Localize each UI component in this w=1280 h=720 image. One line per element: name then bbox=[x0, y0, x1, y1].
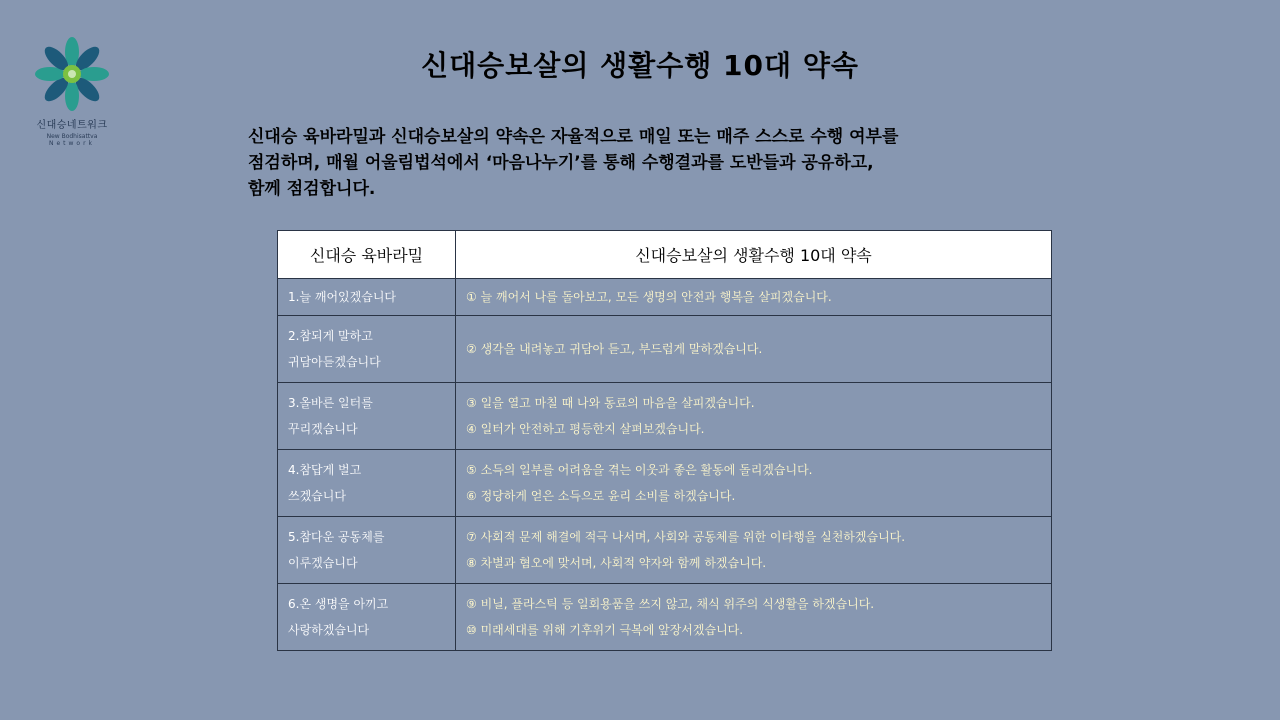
promise-cell bbox=[456, 517, 1052, 584]
paramita-text: 사랑하겠습니다 bbox=[288, 623, 370, 637]
logo-name-english: New Bodhisattva bbox=[46, 133, 98, 140]
intro-line: 함께 점검합니다. bbox=[248, 179, 376, 199]
promise-cell bbox=[456, 316, 1052, 383]
promise-text: ⑦ 사회적 문제 해결에 적극 나서며, 사회와 공동체를 위한 이타행을 실천하겠습니다. bbox=[466, 530, 906, 544]
promise-text: ⑧ 차별과 혐오에 맞서며, 사회적 약자와 함께 하겠습니다. bbox=[466, 556, 767, 570]
promise-text: ③ 일을 열고 마칠 때 나와 동료의 마음을 살피겠습니다. bbox=[466, 396, 755, 410]
paramita-text: 5.참다운 공동체를 bbox=[288, 530, 385, 544]
promise-text: ④ 일터가 안전하고 평등한지 살펴보겠습니다. bbox=[466, 422, 705, 436]
intro-line: 점검하며, 매월 어울림법석에서 ‘마음나누기’를 통해 수행결과를 도반들과 공유하고, bbox=[248, 153, 874, 173]
promise-cell bbox=[456, 279, 1052, 316]
paramita-text: 2.참되게 말하고 bbox=[288, 329, 373, 343]
promise-cell bbox=[456, 584, 1052, 651]
table-row bbox=[278, 383, 1052, 450]
paramita-text: 귀담아듣겠습니다 bbox=[288, 355, 381, 369]
paramita-text: 이루겠습니다 bbox=[288, 556, 358, 570]
paramita-cell bbox=[278, 517, 456, 584]
paramita-text: 4.참답게 벌고 bbox=[288, 463, 362, 477]
table-row bbox=[278, 316, 1052, 383]
paramita-cell bbox=[278, 316, 456, 383]
promise-text: ⑨ 비닐, 플라스틱 등 일회용품을 쓰지 않고, 채식 위주의 식생활을 하겠습니다. bbox=[466, 597, 875, 611]
table-header-row bbox=[278, 231, 1052, 279]
header-paramita: 신대승 육바라밀 bbox=[278, 231, 456, 279]
promise-cell bbox=[456, 383, 1052, 450]
table-row bbox=[278, 517, 1052, 584]
table-row bbox=[278, 279, 1052, 316]
paramita-text: 1.늘 깨어있겠습니다 bbox=[288, 290, 397, 304]
intro-paragraph bbox=[248, 124, 1088, 202]
promise-text: ② 생각을 내려놓고 귀담아 듣고, 부드럽게 말하겠습니다. bbox=[466, 342, 763, 356]
paramita-text: 3.올바른 일터를 bbox=[288, 396, 373, 410]
paramita-text: 6.온 생명을 아끼고 bbox=[288, 597, 389, 611]
paramita-cell bbox=[278, 279, 456, 316]
promise-text: ⑤ 소득의 일부를 어려움을 겪는 이웃과 좋은 활동에 돌리겠습니다. bbox=[466, 463, 813, 477]
promise-text: ⑩ 미래세대를 위해 기후위기 극복에 앞장서겠습니다. bbox=[466, 623, 744, 637]
intro-line: 신대승 육바라밀과 신대승보살의 약속은 자율적으로 매일 또는 매주 스스로 수행 여부를 bbox=[248, 127, 899, 147]
logo-name-english-network: Network bbox=[48, 140, 96, 147]
paramita-text: 꾸리겠습니다 bbox=[288, 422, 358, 436]
paramita-cell bbox=[278, 584, 456, 651]
promise-text: ⑥ 정당하게 얻은 소득으로 윤리 소비를 하겠습니다. bbox=[466, 489, 736, 503]
paramita-cell bbox=[278, 450, 456, 517]
header-promises: 신대승보살의 생활수행 10대 약속 bbox=[456, 231, 1052, 279]
table-row bbox=[278, 584, 1052, 651]
promise-cell bbox=[456, 450, 1052, 517]
paramita-cell bbox=[278, 383, 456, 450]
logo-name-korean: 신대승네트워크 bbox=[36, 120, 108, 131]
paramita-text: 쓰겠습니다 bbox=[288, 489, 346, 503]
promise-table bbox=[277, 230, 1052, 651]
promise-text: ① 늘 깨어서 나를 돌아보고, 모든 생명의 안전과 행복을 살피겠습니다. bbox=[466, 290, 832, 304]
page-title: 신대승보살의 생활수행 10대 약속 bbox=[421, 49, 859, 82]
table-row bbox=[278, 450, 1052, 517]
